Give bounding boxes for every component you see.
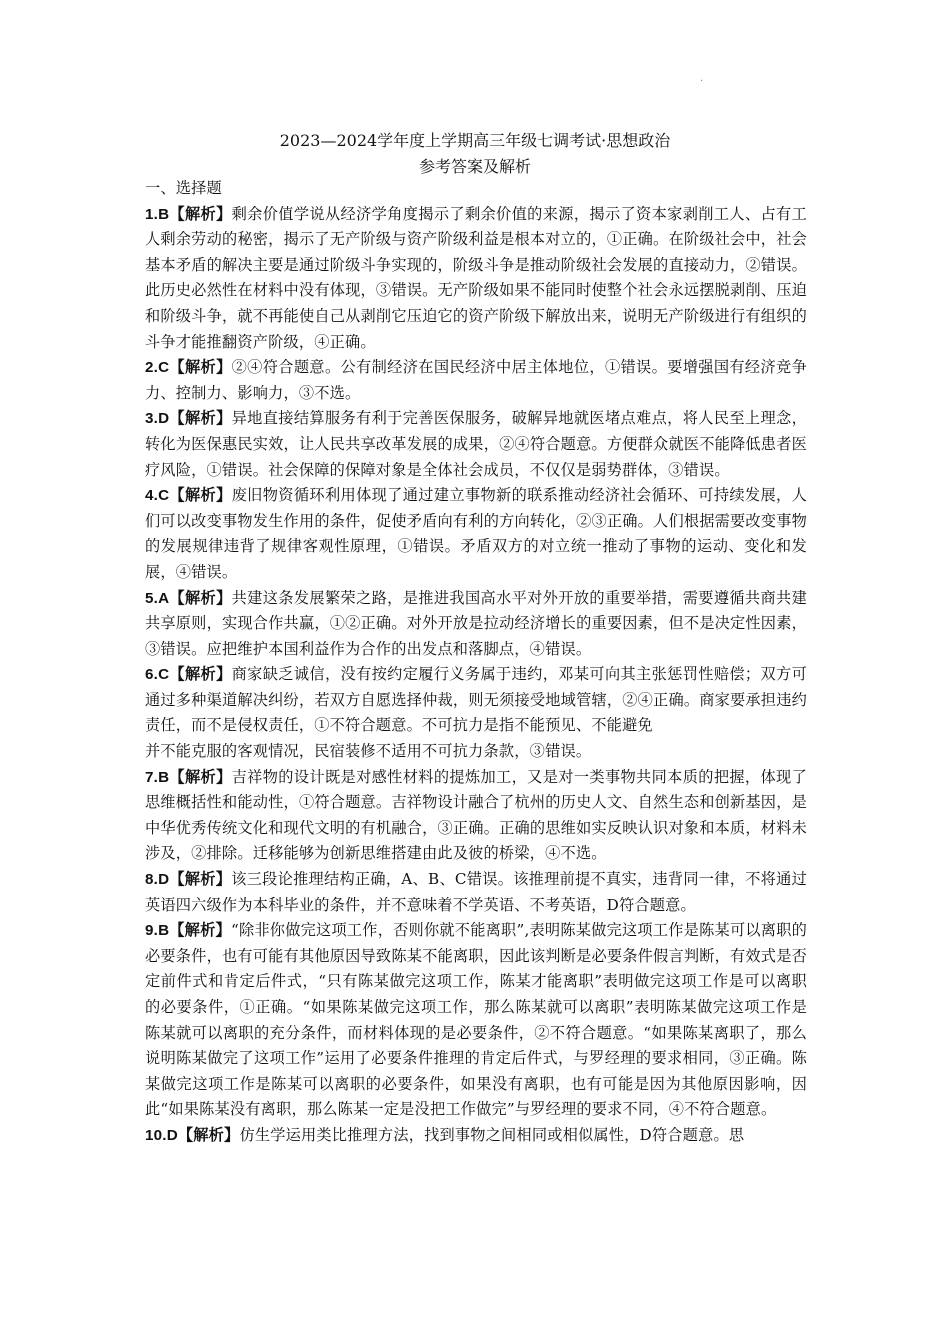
analysis-tag: 【解析】 [169,588,232,607]
answer-item-1 [145,202,807,356]
answer-text: 仿生学运用类比推理方法，找到事物之间相同或相似属性，D符合题意。思 [239,1125,745,1144]
answer-item-9 [145,918,807,1123]
answer-text: 该三段论推理结构正确，A、B、C错误。该推理前提不真实，违背同一律，不将通过英语四六级作为本科毕业的条件，并不意味着不学英语、不考英语，D符合题意。 [145,870,807,914]
answer-number: 9.B [145,922,170,940]
answer-number: 2.C [145,359,170,377]
answer-text: 废旧物资循环利用体现了通过建立事物新的联系推动经济社会循环、可持续发展，人们可以改变事物发生作用的条件，促使矛盾向有利的方向转化，②③正确。人们根据需要改变事物的发展规律违背了规律客观性原理，①错误。矛盾双方的对立统一推动了事物的运动、变化和发展，④错误。 [145,486,807,581]
answer-text: 商家缺乏诚信，没有按约定履行义务属于违约，邓某可向其主张惩罚性赔偿；双方可通过多种渠道解决纠纷，若双方自愿选择仲裁，则无须接受地域管辖，②④正确。商家要承担违约责任，而不是侵权责任，①不符合题意。不可抗力是指不能预见、不能避免 [145,665,807,735]
analysis-tag: 【解析】 [169,486,232,505]
answer-number: 10.D [145,1126,178,1144]
answer-text: 异地直接结算服务有利于完善医保服务，破解异地就医堵点难点，将人民至上理念，转化为医保惠民实效，让人民共享改革发展的成果，②④符合题意。方便群众就医不能降低患者医疗风险，①错误。社会保障的保障对象是全体社会成员，不仅仅是弱势群体，③错误。 [145,409,807,479]
answer-number: 8.D [145,871,170,889]
answer-number: 4.C [145,487,170,505]
answer-text: 剩余价值学说从经济学角度揭示了剩余价值的来源，揭示了资本家剥削工人、占有工人剩余劳动的秘密，揭示了无产阶级与资产阶级利益是根本对立的，①正确。在阶级社会中，社会基本矛盾的解决主要是通过阶级斗争实现的，阶级斗争是推动阶级社会发展的直接动力，②错误。此历史必然性在材料中没有体现，③错误。无产阶级如果不能同时使整个社会永远摆脱剥削、压迫和阶级斗争，就不再能使自己从剥削它压迫它的资产阶级下解放出来，说明无产阶级进行有组织的斗争才能推翻资产阶级，④正确。 [145,204,807,351]
document-title: 2023—2024学年度上学期高三年级七调考试·思想政治 [279,131,671,150]
answer-item-2 [145,355,807,406]
analysis-tag: 【解析】 [169,358,232,377]
answer-text: ②④符合题意。公有制经济在国民经济中居主体地位，①错误。要增强国有经济竞争力、控制力、影响力，③不选。 [145,358,807,402]
analysis-tag: 【解析】 [177,1125,240,1144]
document-subtitle: 参考答案及解析 [418,157,531,176]
analysis-tag: 【解析】 [169,409,232,428]
answer-item-5 [145,586,807,663]
section-title: 一、选择题 [145,179,222,197]
analysis-tag: 【解析】 [169,204,232,223]
answer-number: 1.B [145,205,170,223]
answer-text: 共建这条发展繁荣之路，是推进我国高水平对外开放的重要举措，需要遵循共商共建共享原则，实现合作共赢，①②正确。对外开放是拉动经济增长的重要因素，但不是决定性因素，③错误。应把维护本国利益作为合作的出发点和落脚点，④错误。 [145,588,807,658]
analysis-tag: 【解析】 [169,665,232,684]
answer-item-6 [145,662,807,739]
answer-text: “除非你做完这项工作，否则你就不能离职”,表明陈某做完这项工作是陈某可以离职的必要条件，也有可能有其他原因导致陈某不能离职，因此该判断是必要条件假言判断，有效式是否定前件式和肯定后件式，“只有陈某做完这项工作，陈某才能离职”表明做完这项工作是可以离职的必要条件，①正确。“如果陈某做完这项工作，那么陈某就可以离职”表明陈某做完这项工作是陈某就可以离职的充分条件，而材料体现的是必要条件，②不符合题意。“如果陈某离职了，那么说明陈某做完了这项工作”运用了必要条件推理的肯定后件式，与罗经理的要求相同，③正确。陈某做完这项工作是陈某可以离职的必要条件，如果没有离职，也有可能是因为其他原因影响，因此“如果陈某没有离职，那么陈某一定是没把工作做完”与罗经理的要求不同，④不符合题意。 [145,921,808,1119]
answer-number: 3.D [145,410,170,428]
answer-content [145,176,807,1149]
page-mark: · [700,76,704,87]
answer-number: 7.B [145,768,170,786]
answer-number: 5.A [145,589,170,607]
analysis-tag: 【解析】 [169,870,232,889]
answer-item-4 [145,483,807,585]
answer-number: 6.C [145,666,170,684]
answer-item-6-continued: 并不能克服的客观情况，民宿装修不适用不可抗力条款，③错误。 [145,742,592,761]
answer-item-10 [145,1123,807,1149]
answer-item-3 [145,406,807,483]
answer-item-7 [145,765,807,867]
answer-text: 吉祥物的设计既是对感性材料的提炼加工，又是对一类事物共同本质的把握，体现了思维概括性和能动性，①符合题意。吉祥物设计融合了杭州的历史人文、自然生态和创新基因，是中华优秀传统文化和现代文明的有机融合，③正确。正确的思维如实反映认识对象和本质，材料未涉及，②排除。迁移能够为创新思维搭建由此及彼的桥梁，④不选。 [145,767,807,863]
answer-item-8 [145,867,807,918]
document-header [0,128,950,180]
analysis-tag: 【解析】 [169,921,231,940]
analysis-tag: 【解析】 [169,767,232,786]
